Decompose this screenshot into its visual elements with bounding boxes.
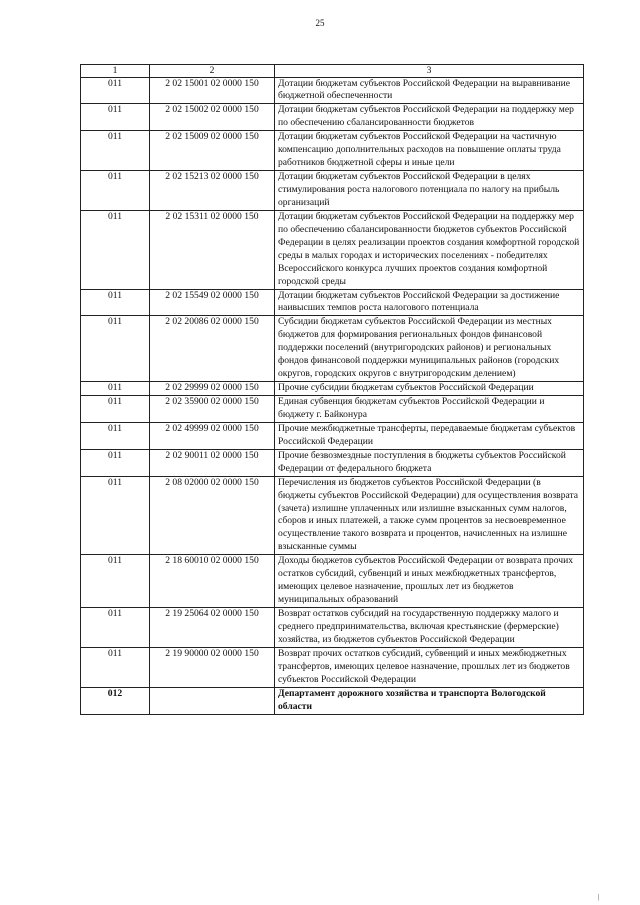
header-col-1: 1 [81,65,150,78]
budget-code-cell: 2 02 90011 02 0000 150 [150,449,275,476]
admin-code-cell: 011 [81,131,150,171]
revenue-name-cell: Субсидии бюджетам субъектов Российской Федерации из местных бюджетов для формирования региональных фондов финансовой поддержки поселений (внутригородских районов) и региональных фондов финансовой поддержки муниципальных районов (городских округов, городских округов с внутригородским делением) [275,316,584,382]
budget-code-cell: 2 19 25064 02 0000 150 [150,608,275,648]
budget-code-cell: 2 02 15009 02 0000 150 [150,131,275,171]
edge-mark: | [598,893,600,901]
revenue-name-cell: Дотации бюджетам субъектов Российской Федерации за достижение наивысших темпов роста налогового потенциала [275,289,584,316]
table-row [81,77,584,104]
revenue-name-cell: Перечисления из бюджетов субъектов Российской Федерации (в бюджеты субъектов Российской Федерации) для осуществления возврата (зачета) излишне уплаченных или излишне взысканных сумм налогов, сборов и иных платежей, а также сумм процентов за несвоевременное осуществление такого возврата и процентов, начисленных на излишне взысканные суммы [275,476,584,555]
admin-code-cell: 011 [81,396,150,423]
revenue-name-cell: Дотации бюджетам субъектов Российской Федерации в целях стимулирования роста налогового потенциала по налогу на прибыль организаций [275,171,584,211]
table-row [81,382,584,396]
table-row [81,396,584,423]
budget-code-cell: 2 19 90000 02 0000 150 [150,647,275,687]
budget-code-cell: 2 02 29999 02 0000 150 [150,382,275,396]
table-row [81,555,584,608]
revenue-name-cell: Дотации бюджетам субъектов Российской Федерации на поддержку мер по обеспечению сбалансированности бюджетов субъектов Российской Федерации в целях реализации проектов создания комфортной городской среды в малых городах и исторических поселениях - победителях Всероссийского конкурса лучших проектов создания комфортной городской среды [275,210,584,289]
budget-code-cell: 2 02 15002 02 0000 150 [150,104,275,131]
table-row [81,131,584,171]
budget-code-cell: 2 02 15213 02 0000 150 [150,171,275,211]
revenue-name-cell: Дотации бюджетам субъектов Российской Федерации на выравнивание бюджетной обеспеченности [275,77,584,104]
revenue-name-cell: Прочие межбюджетные трансферты, передаваемые бюджетам субъектов Российской Федерации [275,422,584,449]
admin-code-cell: 011 [81,104,150,131]
table-row [81,449,584,476]
budget-code-cell: 2 02 15549 02 0000 150 [150,289,275,316]
budget-code-cell: 2 18 60010 02 0000 150 [150,555,275,608]
revenue-name-cell: Департамент дорожного хозяйства и транспорта Вологодской области [275,687,584,714]
admin-code-cell: 011 [81,555,150,608]
budget-codes-table [80,64,584,715]
revenue-name-cell: Возврат прочих остатков субсидий, субвенций и иных межбюджетных трансфертов, имеющих целевое назначение, прошлых лет из бюджетов субъектов Российской Федерации [275,647,584,687]
revenue-name-cell: Прочие субсидии бюджетам субъектов Российской Федерации [275,382,584,396]
admin-code-cell: 011 [81,210,150,289]
admin-code-cell: 011 [81,289,150,316]
budget-code-cell: 2 02 49999 02 0000 150 [150,422,275,449]
budget-code-cell: 2 02 35900 02 0000 150 [150,396,275,423]
budget-code-cell [150,687,275,714]
revenue-name-cell: Доходы бюджетов субъектов Российской Федерации от возврата прочих остатков субсидий, субвенций и иных межбюджетных трансфертов, имеющих целевое назначение, прошлых лет из бюджетов муниципальных образований [275,555,584,608]
revenue-name-cell: Возврат остатков субсидий на государственную поддержку малого и среднего предпринимательства, включая крестьянские (фермерские) хозяйства, из бюджетов субъектов Российской Федерации [275,608,584,648]
table-row [81,687,584,714]
table-row [81,104,584,131]
table-row [81,289,584,316]
admin-code-cell: 011 [81,449,150,476]
page-number: 25 [315,18,325,28]
revenue-name-cell: Дотации бюджетам субъектов Российской Федерации на частичную компенсацию дополнительных расходов на повышение оплаты труда работников бюджетной сферы и иные цели [275,131,584,171]
table-row [81,647,584,687]
admin-code-cell: 012 [81,687,150,714]
budget-code-cell: 2 02 15001 02 0000 150 [150,77,275,104]
admin-code-cell: 011 [81,422,150,449]
revenue-name-cell: Дотации бюджетам субъектов Российской Федерации на поддержку мер по обеспечению сбалансированности бюджетов [275,104,584,131]
revenue-name-cell: Прочие безвозмездные поступления в бюджеты субъектов Российской Федерации от федерального бюджета [275,449,584,476]
admin-code-cell: 011 [81,476,150,555]
header-row [81,65,584,78]
table-row [81,608,584,648]
table-row [81,171,584,211]
header-col-3: 3 [275,65,584,78]
admin-code-cell: 011 [81,77,150,104]
table-row [81,422,584,449]
admin-code-cell: 011 [81,608,150,648]
table-row [81,476,584,555]
budget-code-cell: 2 02 15311 02 0000 150 [150,210,275,289]
admin-code-cell: 011 [81,171,150,211]
table-row [81,316,584,382]
revenue-name-cell: Единая субвенция бюджетам субъектов Российской Федерации и бюджету г. Байконура [275,396,584,423]
admin-code-cell: 011 [81,316,150,382]
admin-code-cell: 011 [81,647,150,687]
table-row [81,210,584,289]
budget-code-cell: 2 08 02000 02 0000 150 [150,476,275,555]
admin-code-cell: 011 [81,382,150,396]
budget-code-cell: 2 02 20086 02 0000 150 [150,316,275,382]
header-col-2: 2 [150,65,275,78]
